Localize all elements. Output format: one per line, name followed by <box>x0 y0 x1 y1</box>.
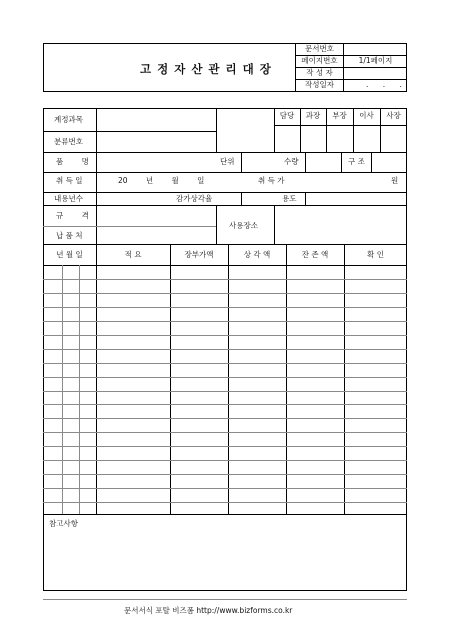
ledger-row-line <box>43 432 407 433</box>
life-label: 내용년수 <box>54 194 83 203</box>
ledger-row-line <box>43 474 407 475</box>
approval-label-manager: 과장 <box>305 111 321 120</box>
ledger-row-line <box>43 460 407 461</box>
approval-label-director: 이사 <box>359 111 374 120</box>
meta-label-doc-no: 문서번호 <box>305 44 334 53</box>
ledger-row-line <box>43 377 407 378</box>
usage-label: 용도 <box>282 194 297 203</box>
ledger-col-residual: 잔 존 액 <box>301 250 329 259</box>
qty-label: 수량 <box>284 157 299 166</box>
spec-label: 규 격 <box>56 211 97 220</box>
ledger-row-line <box>43 293 407 294</box>
ledger-row-line <box>43 363 407 364</box>
ledger-col-book-value: 장부가액 <box>184 250 214 259</box>
document-title: 고정자산관리대장 <box>140 62 277 76</box>
approval-label-charge: 담당 <box>279 111 295 120</box>
remarks-label: 참고사항 <box>49 519 78 528</box>
item-label: 품 명 <box>56 157 97 166</box>
remarks-top <box>43 514 407 515</box>
ledger-row-line <box>43 279 407 280</box>
won-label: 원 <box>391 176 399 185</box>
acq-date-value: 20 년 월 일 <box>118 176 205 185</box>
supplier-label: 납 품 처 <box>56 231 83 240</box>
meta-label-page-no: 페이지번호 <box>301 56 338 65</box>
unit-label: 단위 <box>220 157 235 166</box>
ledger-row-line <box>43 335 407 336</box>
account-label: 계정과목 <box>54 115 83 124</box>
ledger-row-line <box>43 391 407 392</box>
meta-label-date: 작성일자 <box>305 80 334 89</box>
footer-text: 문서서식 포탈 비즈폼 http://www.bizforms.co.kr <box>124 606 293 615</box>
footer-rule <box>43 599 407 600</box>
ledger-row-line <box>43 307 407 308</box>
ledger-row-line <box>43 349 407 350</box>
ledger-col-summary: 적 요 <box>124 250 142 259</box>
class-no-label: 분류번호 <box>54 137 83 146</box>
meta-label-author: 작 성 자 <box>306 68 333 77</box>
acq-date-label: 취 득 일 <box>56 176 83 185</box>
location-label: 사용장소 <box>229 221 258 230</box>
meta-value-page-no: 1/1페이지 <box>358 56 393 65</box>
ledger-row-line <box>43 404 407 405</box>
ledger-header-top <box>43 244 407 245</box>
ledger-row-line <box>43 321 407 322</box>
ledger-row-line <box>43 502 407 503</box>
approval-label-dept-head: 부장 <box>332 111 347 120</box>
ledger-col-confirm: 확 인 <box>367 250 384 259</box>
ledger-row-line <box>43 446 407 447</box>
ledger-col-date: 년 월 일 <box>56 250 83 259</box>
structure-label: 구 조 <box>348 157 365 166</box>
depr-rate-label: 감가상각율 <box>176 194 213 203</box>
approval-label-president: 사장 <box>386 111 401 120</box>
ledger-col-depreciation: 상 각 액 <box>243 250 271 259</box>
ledger-row-line <box>43 418 407 419</box>
meta-value-date: . . . <box>366 80 408 89</box>
ledger-row-line <box>43 488 407 489</box>
ledger-header-bottom <box>43 265 407 266</box>
acq-price-label: 취 득 가 <box>258 176 285 185</box>
